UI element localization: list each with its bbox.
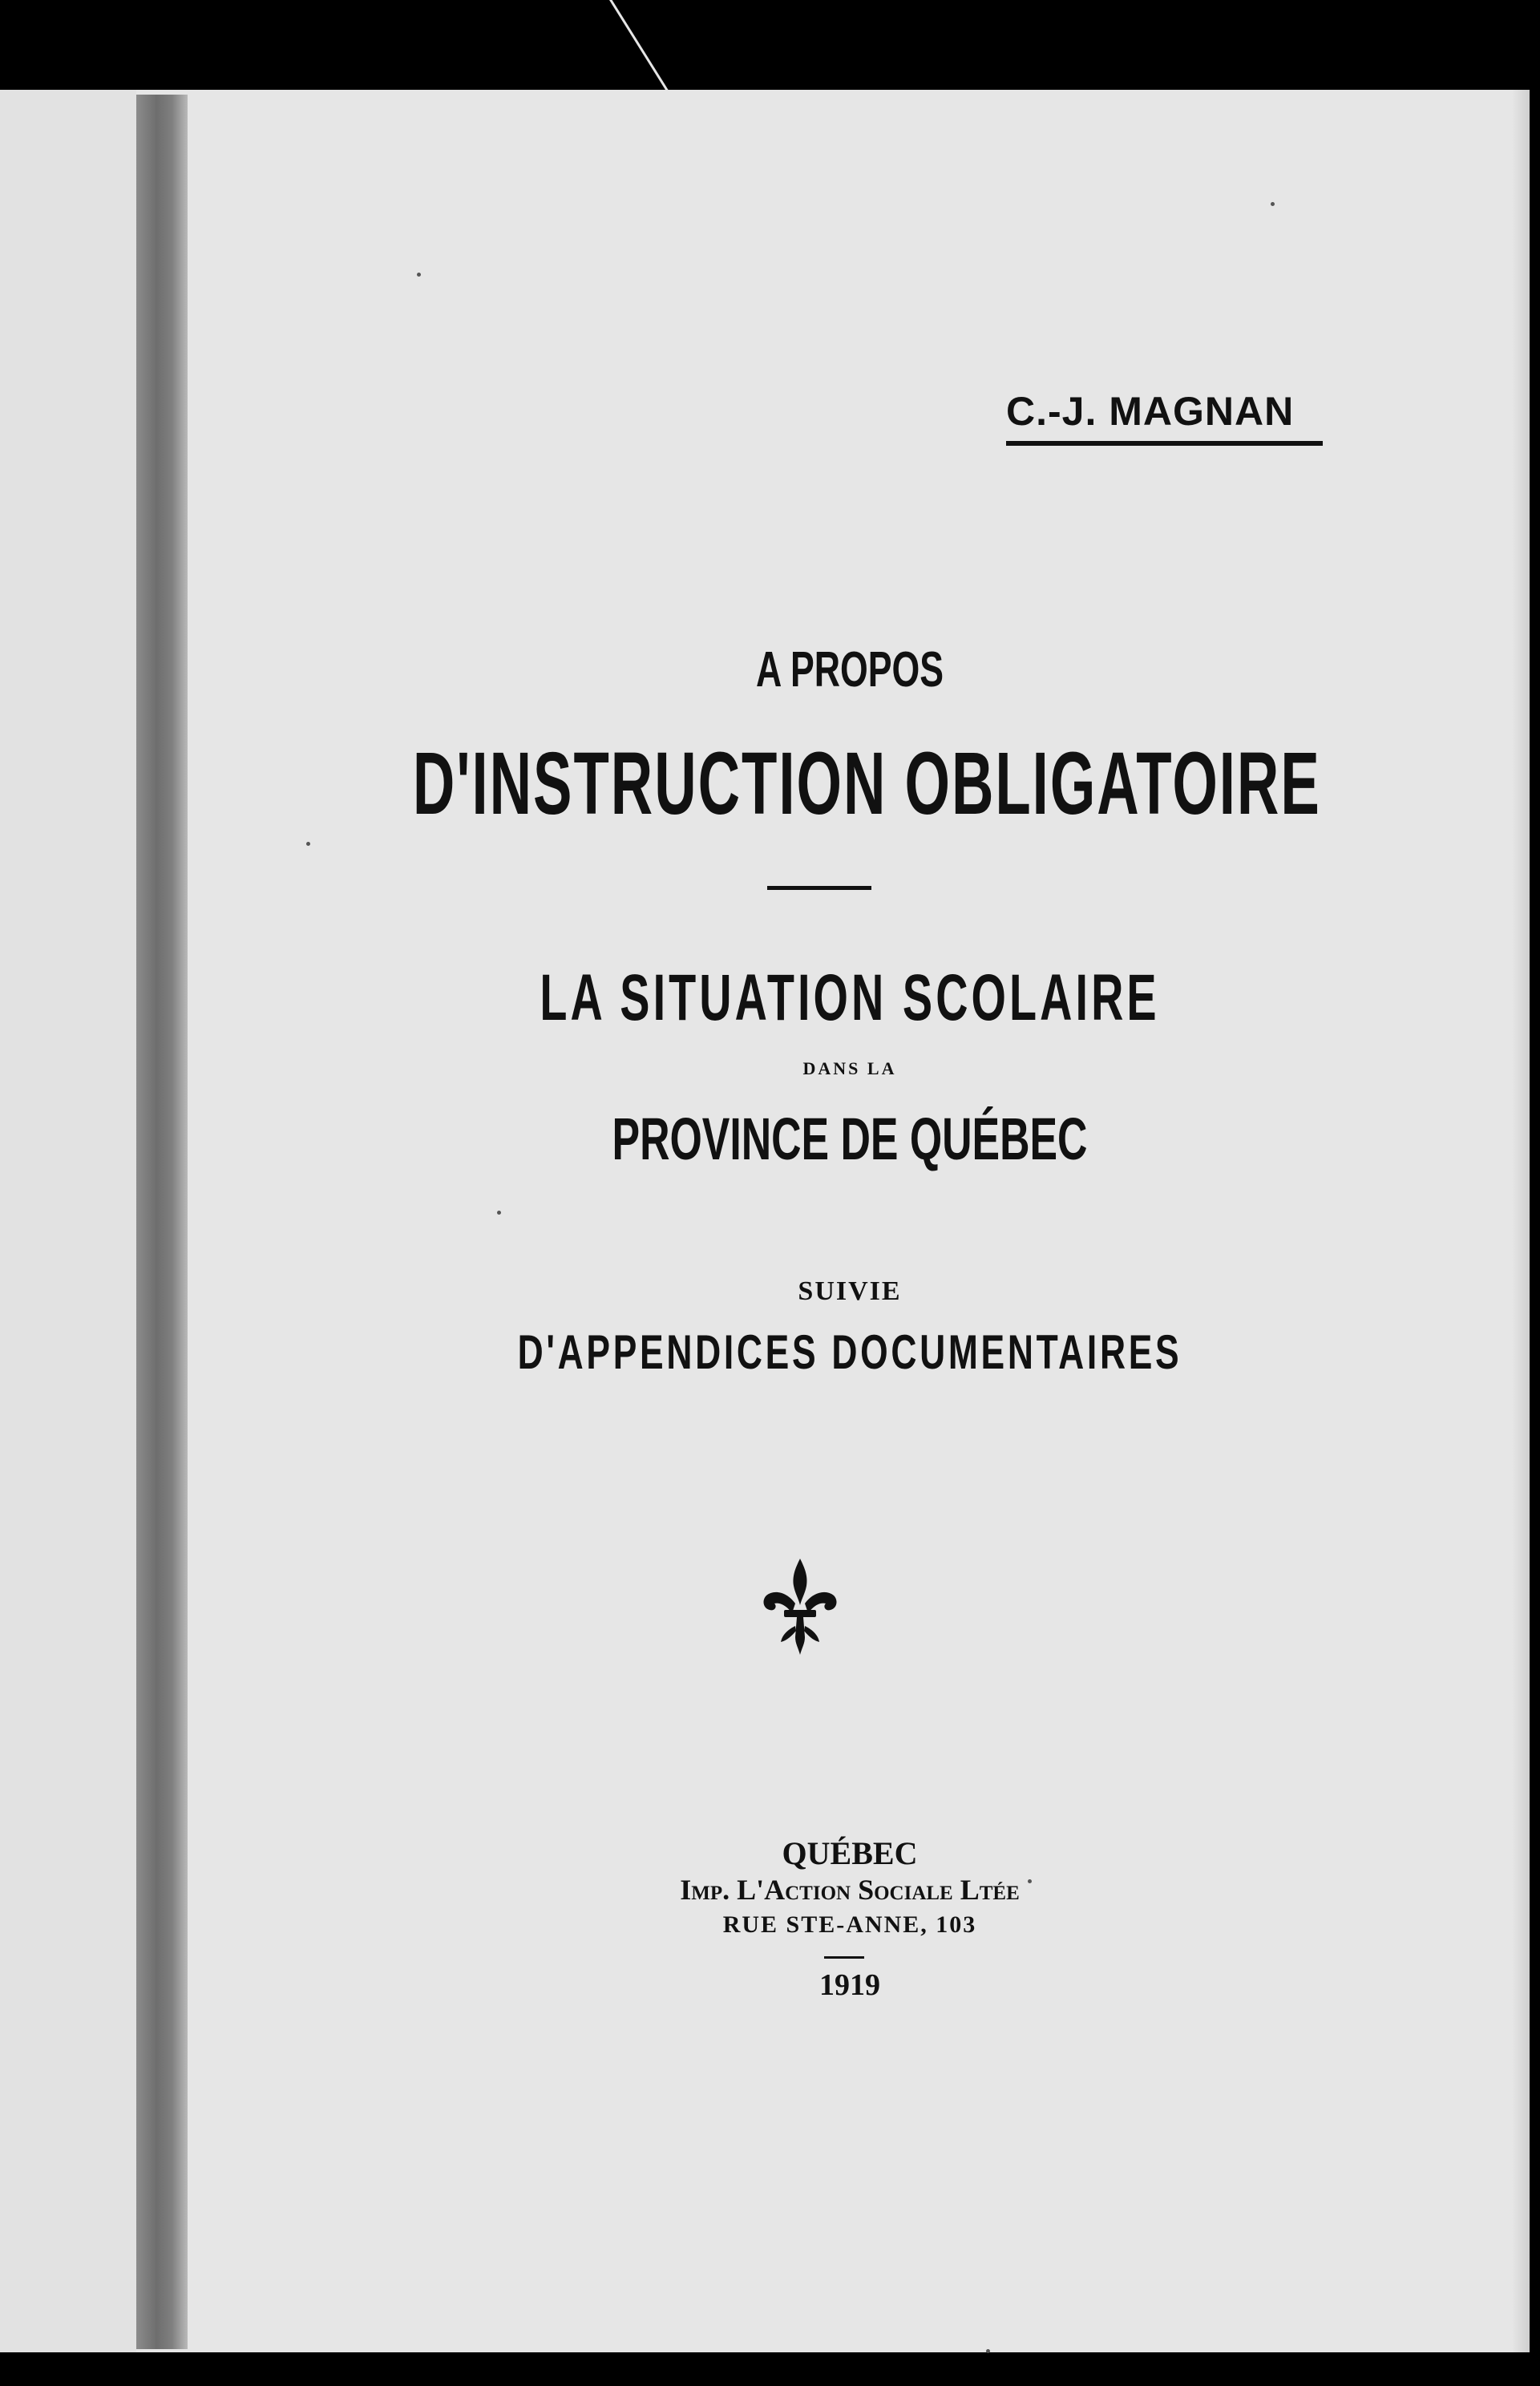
subtitle-connector: DANS LA (802, 1058, 897, 1078)
title-divider (767, 886, 871, 890)
paper-speck (497, 1211, 501, 1215)
facing-page-edge (0, 90, 136, 2352)
imprint-year: 1919 (819, 1968, 880, 2002)
imprint-divider (824, 1956, 864, 1959)
paper-speck (306, 842, 310, 846)
subtitle-line-1: LA SITUATION SCOLAIRE (540, 961, 1160, 1034)
supplement-line-2: D'APPENDICES DOCUMENTAIRES (517, 1325, 1182, 1379)
book-spine-shadow (136, 95, 188, 2349)
title-prefix: A PROPOS (756, 642, 944, 698)
supplement-line-1: SUIVIE (798, 1276, 902, 1306)
paper-speck (1271, 202, 1275, 206)
main-title: D'INSTRUCTION OBLIGATOIRE (412, 734, 1321, 833)
paper-speck (417, 273, 421, 277)
author-underline (1006, 441, 1323, 446)
subtitle-line-2: PROVINCE DE QUÉBEC (612, 1106, 1088, 1172)
imprint-printer: Imp. L'Action Sociale Ltée (680, 1874, 1020, 1906)
scan-fiber-artifact (609, 0, 675, 102)
paper-speck (1028, 1879, 1032, 1883)
imprint-city: QUÉBEC (782, 1835, 918, 1871)
page-edge-shadow (1512, 90, 1530, 2352)
imprint-street: RUE STE-ANNE, 103 (722, 1911, 977, 1938)
paper-speck (986, 2349, 990, 2353)
title-page (0, 90, 1530, 2352)
author-name: C.-J. MAGNAN (1006, 389, 1295, 434)
fleur-de-lis-icon (760, 1557, 840, 1656)
